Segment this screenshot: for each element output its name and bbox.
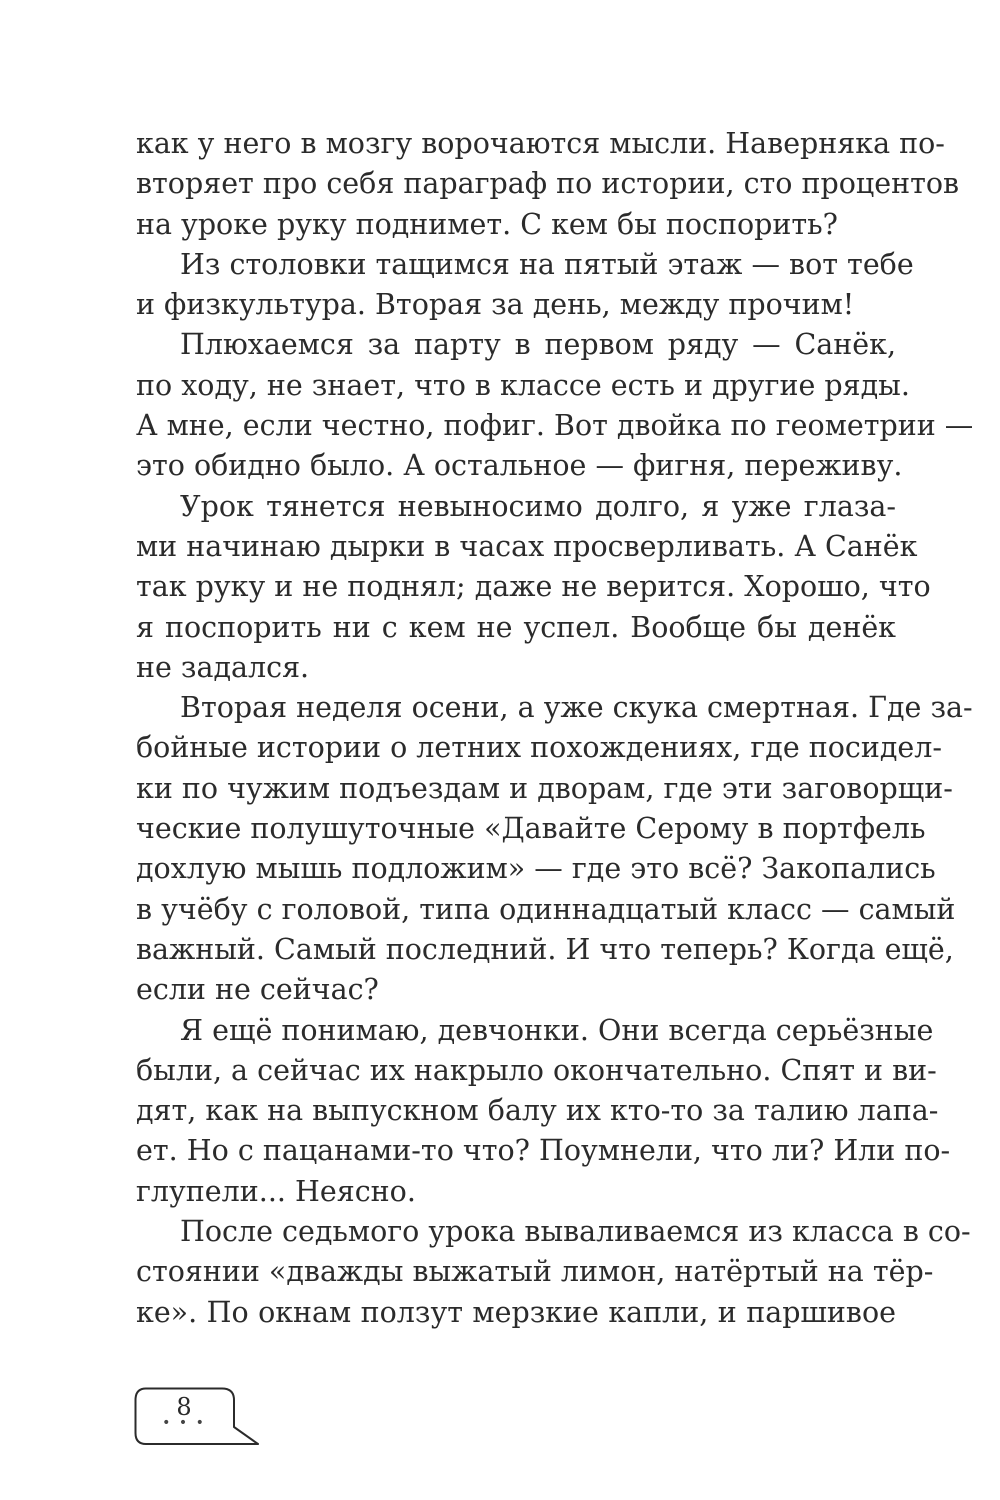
text-line: так руку и не поднял; даже не верится. Хорошо, что — [136, 570, 931, 604]
text-line: важный. Самый последний. И что теперь? Когда ещё, — [136, 932, 954, 966]
text-line: и физкультура. Вторая за день, между прочим! — [136, 288, 855, 322]
text-line: Плюхаемся за парту в первом ряду — Санёк, — [180, 328, 896, 362]
text-line: вторяет про себя параграф по истории, сто процентов — [136, 167, 960, 201]
text-line: ет. Но с пацанами-то что? Поумнели, что ли? Или по- — [136, 1134, 951, 1168]
text-line: глупели... Неясно. — [136, 1174, 416, 1208]
text-line: дохлую мышь подложим» — где это всё? Закопались — [136, 852, 936, 886]
text-line: ке». По окнам ползут мерзкие капли, и паршивое — [136, 1295, 896, 1329]
text-line: ческие полушуточные «Давайте Серому в портфель — [136, 812, 926, 846]
text-line: не задался. — [136, 650, 310, 684]
text-line: ми начинаю дырки в часах просверливать. А Санёк — [136, 529, 918, 563]
text-line: на уроке руку поднимет. С кем бы поспорить? — [136, 207, 838, 241]
text-line: стоянии «дважды выжатый лимон, натёртый на тёр- — [136, 1255, 934, 1289]
text-line: как у него в мозгу ворочаются мысли. Наверняка по- — [136, 127, 945, 160]
text-line: по ходу, не знает, что в классе есть и другие ряды. — [136, 368, 910, 402]
body-text — [136, 124, 974, 1333]
text-line: в учёбу с головой, типа одиннадцатый класс — самый — [136, 892, 956, 926]
text-line: Я ещё понимаю, девчонки. Они всегда серьёзные — [180, 1013, 934, 1047]
text-line: это обидно было. А остальное — фигня, переживу. — [136, 449, 903, 483]
text-line: были, а сейчас их накрыло окончательно. Спят и ви- — [136, 1053, 937, 1087]
page-number: 8 — [176, 1393, 192, 1421]
page-number-badge — [134, 1387, 260, 1447]
text-line: После седьмого урока вываливаемся из класса в со- — [180, 1215, 971, 1249]
text-line: ки по чужим подъездам и дворам, где эти заговорщи- — [136, 771, 953, 805]
text-line: бойные истории о летних похождениях, где посидел- — [136, 731, 943, 765]
text-line: Вторая неделя осени, а уже скука смертная. Где за- — [180, 691, 973, 725]
text-line: я поспорить ни с кем не успел. Вообще бы денёк — [136, 610, 896, 644]
ellipsis-dots: • • • — [162, 1415, 206, 1431]
text-line: если не сейчас? — [136, 973, 379, 1007]
text-line: А мне, если честно, пофиг. Вот двойка по геометрии — — [136, 409, 974, 443]
text-line: дят, как на выпускном балу их кто-то за талию лапа- — [136, 1094, 939, 1128]
text-line: Урок тянется невыносимо долго, я уже глаза- — [180, 489, 896, 523]
text-line: Из столовки тащимся на пятый этаж — вот тебе — [180, 247, 914, 281]
